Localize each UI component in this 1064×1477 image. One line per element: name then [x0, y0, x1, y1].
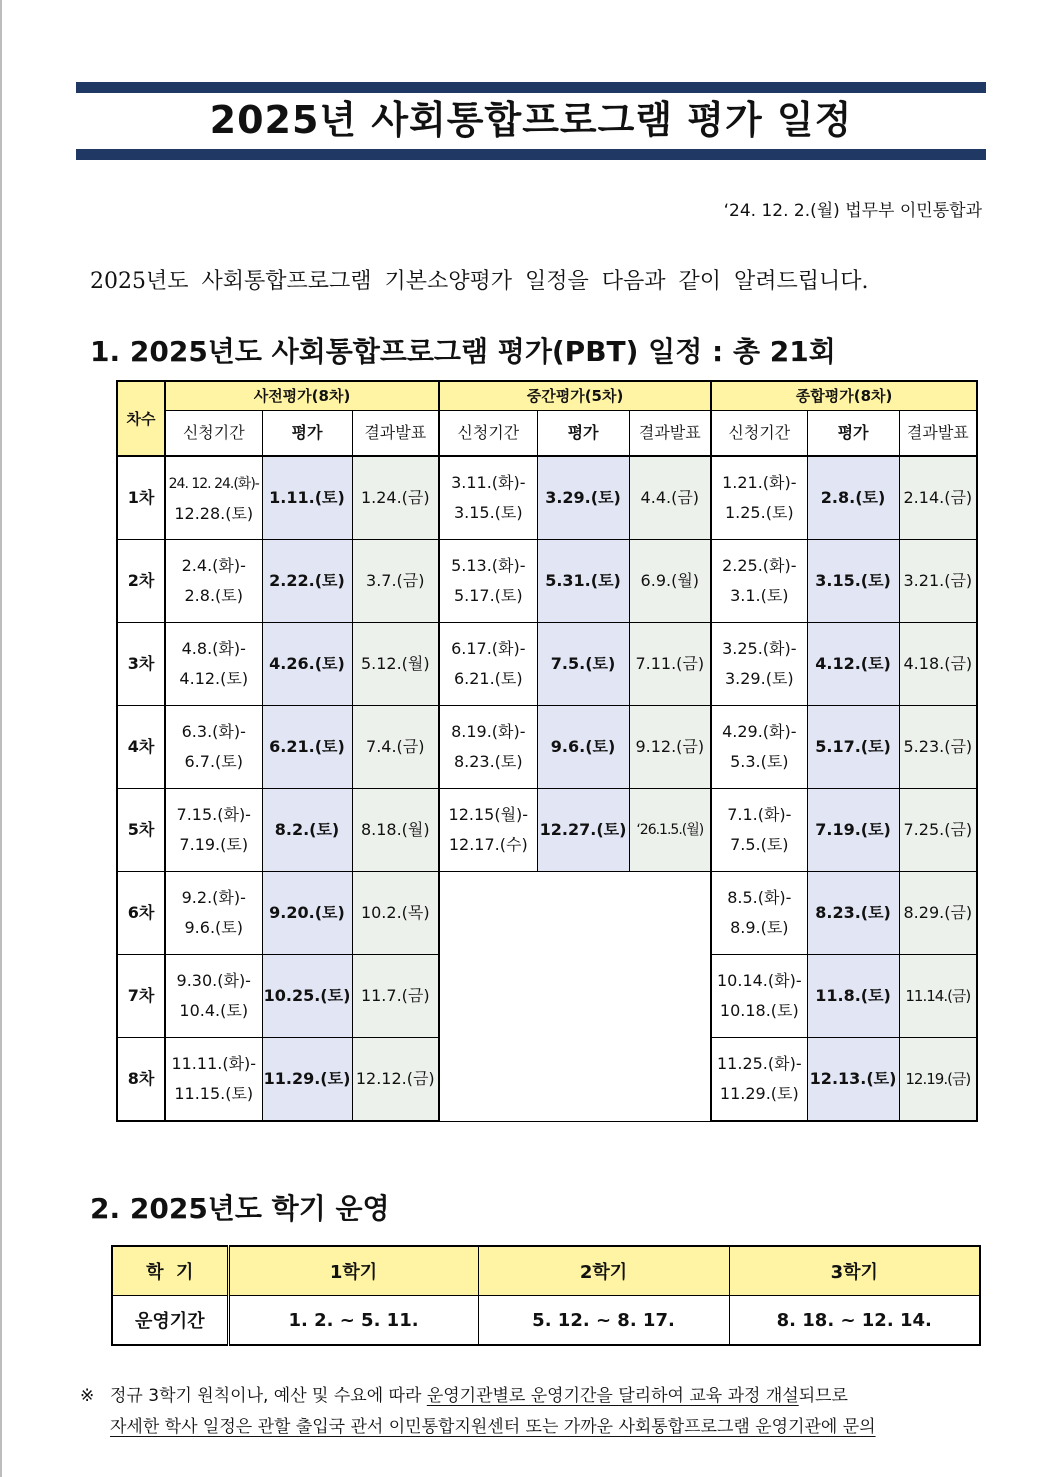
apply-period: 8.5.(화)- 8.9.(토) [711, 872, 807, 955]
schedule-row [117, 456, 977, 540]
apply-period: 6.17.(화)- 6.21.(토) [439, 623, 537, 706]
schedule-row [117, 623, 977, 706]
result-date: 10.2.(목) [352, 872, 439, 955]
result-date: 11.14.(금) [899, 955, 977, 1038]
round-cell: 3차 [117, 623, 165, 706]
schedule-row [117, 540, 977, 623]
subheader-result: 결과발표 [352, 411, 439, 457]
schedule-row [117, 789, 977, 872]
result-date: 1.24.(금) [352, 456, 439, 540]
apply-period: 1.21.(화)- 1.25.(토) [711, 456, 807, 540]
eval-date: 12.13.(토) [807, 1038, 899, 1122]
intro-text: 2025년도 사회통합프로그램 기본소양평가 일정을 다음과 같이 알려드립니다. [90, 269, 869, 294]
term-table [111, 1245, 981, 1346]
apply-period: 24. 12. 24.(화)- 12.28.(토) [165, 456, 262, 540]
apply-period: 9.30.(화)- 10.4.(토) [165, 955, 262, 1038]
page-edge [0, 0, 2, 1477]
result-date: 7.25.(금) [899, 789, 977, 872]
result-date: 12.19.(금) [899, 1038, 977, 1122]
evaluation-schedule-table [116, 380, 978, 1122]
eval-date: 7.5.(토) [537, 623, 629, 706]
subheader-apply: 신청기간 [439, 411, 537, 457]
result-date: 6.9.(월) [629, 540, 711, 623]
result-date: 5.23.(금) [899, 706, 977, 789]
result-date: 5.12.(월) [352, 623, 439, 706]
note-text: 정규 3학기 원칙이나, 예산 및 수요에 따라 [110, 1386, 427, 1406]
result-date: 4.4.(금) [629, 456, 711, 540]
section2-heading: 2. 2025년도 학기 운영 [90, 1192, 390, 1225]
subheader-eval: 평가 [807, 411, 899, 457]
term-period: 5. 12. ~ 8. 17. [478, 1296, 729, 1346]
term-name: 1학기 [228, 1246, 478, 1296]
apply-period: 10.14.(화)- 10.18.(토) [711, 955, 807, 1038]
round-cell: 4차 [117, 706, 165, 789]
eval-date: 2.8.(토) [807, 456, 899, 540]
title-rule-top [76, 82, 986, 93]
eval-date: 11.8.(토) [807, 955, 899, 1038]
schedule-row [117, 706, 977, 789]
term-row-label: 학 기 [112, 1246, 228, 1296]
schedule-row [117, 872, 977, 955]
round-header: 차수 [117, 381, 165, 456]
term-name: 2학기 [478, 1246, 729, 1296]
apply-period: 6.3.(화)- 6.7.(토) [165, 706, 262, 789]
apply-period: 4.29.(화)- 5.3.(토) [711, 706, 807, 789]
eval-date: 2.22.(토) [262, 540, 352, 623]
apply-period: 8.19.(화)- 8.23.(토) [439, 706, 537, 789]
subheader-result: 결과발표 [629, 411, 711, 457]
result-date: 9.12.(금) [629, 706, 711, 789]
term-name: 3학기 [729, 1246, 980, 1296]
result-date: 3.7.(금) [352, 540, 439, 623]
apply-period: 4.8.(화)- 4.12.(토) [165, 623, 262, 706]
note-underlined-line: 자세한 학사 일정은 관할 출입국 관서 이민통합지원센터 또는 가까운 사회통합프로그램 운영기관에 문의 [110, 1417, 876, 1437]
section1-heading: 1. 2025년도 사회통합프로그램 평가(PBT) 일정 : 총 21회 [90, 335, 836, 368]
apply-period: 2.4.(화)- 2.8.(토) [165, 540, 262, 623]
note-text: 되므로 [798, 1386, 848, 1406]
round-cell: 6차 [117, 872, 165, 955]
eval-date: 4.12.(토) [807, 623, 899, 706]
result-date: 2.14.(금) [899, 456, 977, 540]
result-date: 4.18.(금) [899, 623, 977, 706]
eval-date: 1.11.(토) [262, 456, 352, 540]
eval-date: 9.20.(토) [262, 872, 352, 955]
eval-date: 3.15.(토) [807, 540, 899, 623]
group-header-mid: 중간평가(5차) [439, 381, 711, 411]
result-date: 7.4.(금) [352, 706, 439, 789]
apply-period: 7.15.(화)- 7.19.(토) [165, 789, 262, 872]
result-date: 8.18.(월) [352, 789, 439, 872]
apply-period: 5.13.(화)- 5.17.(토) [439, 540, 537, 623]
round-cell: 2차 [117, 540, 165, 623]
apply-period: 2.25.(화)- 3.1.(토) [711, 540, 807, 623]
result-date: ‘26.1.5.(월) [629, 789, 711, 872]
eval-date: 9.6.(토) [537, 706, 629, 789]
apply-period: 7.1.(화)- 7.5.(토) [711, 789, 807, 872]
apply-period: 11.25.(화)- 11.29.(토) [711, 1038, 807, 1122]
eval-date: 6.21.(토) [262, 706, 352, 789]
eval-date: 7.19.(토) [807, 789, 899, 872]
subheader-eval: 평가 [537, 411, 629, 457]
apply-period: 3.25.(화)- 3.29.(토) [711, 623, 807, 706]
eval-date: 3.29.(토) [537, 456, 629, 540]
title-rule-bottom [76, 149, 986, 160]
round-cell: 7차 [117, 955, 165, 1038]
subheader-apply: 신청기간 [165, 411, 262, 457]
note-underlined-text: 운영기관별로 운영기간을 달리하여 교육 과정 개설 [426, 1386, 799, 1406]
group-header-pre: 사전평가(8차) [165, 381, 439, 411]
page-title: 2025년 사회통합프로그램 평가 일정 [209, 98, 853, 142]
subheader-eval: 평가 [262, 411, 352, 457]
eval-date: 12.27.(토) [537, 789, 629, 872]
apply-period: 3.11.(화)- 3.15.(토) [439, 456, 537, 540]
eval-date: 11.29.(토) [262, 1038, 352, 1122]
subheader-apply: 신청기간 [711, 411, 807, 457]
group-header-final: 종합평가(8차) [711, 381, 977, 411]
note-mark: ※ [80, 1386, 95, 1406]
eval-date: 8.2.(토) [262, 789, 352, 872]
result-date: 8.29.(금) [899, 872, 977, 955]
eval-date: 5.17.(토) [807, 706, 899, 789]
mid-term-empty-area [439, 872, 711, 1122]
term-period: 8. 18. ~ 12. 14. [729, 1296, 980, 1346]
period-row-label: 운영기간 [112, 1296, 228, 1346]
round-cell: 8차 [117, 1038, 165, 1122]
result-date: 3.21.(금) [899, 540, 977, 623]
footnote [80, 1381, 990, 1443]
term-period: 1. 2. ~ 5. 11. [228, 1296, 478, 1346]
round-cell: 5차 [117, 789, 165, 872]
result-date: 12.12.(금) [352, 1038, 439, 1122]
result-date: 7.11.(금) [629, 623, 711, 706]
subheader-result: 결과발표 [899, 411, 977, 457]
eval-date: 5.31.(토) [537, 540, 629, 623]
eval-date: 10.25.(토) [262, 955, 352, 1038]
eval-date: 8.23.(토) [807, 872, 899, 955]
eval-date: 4.26.(토) [262, 623, 352, 706]
apply-period: 11.11.(화)- 11.15.(토) [165, 1038, 262, 1122]
apply-period: 12.15(월)- 12.17.(수) [439, 789, 537, 872]
result-date: 11.7.(금) [352, 955, 439, 1038]
round-cell: 1차 [117, 456, 165, 540]
dateline: ‘24. 12. 2.(월) 법무부 이민통합과 [723, 201, 982, 221]
apply-period: 9.2.(화)- 9.6.(토) [165, 872, 262, 955]
